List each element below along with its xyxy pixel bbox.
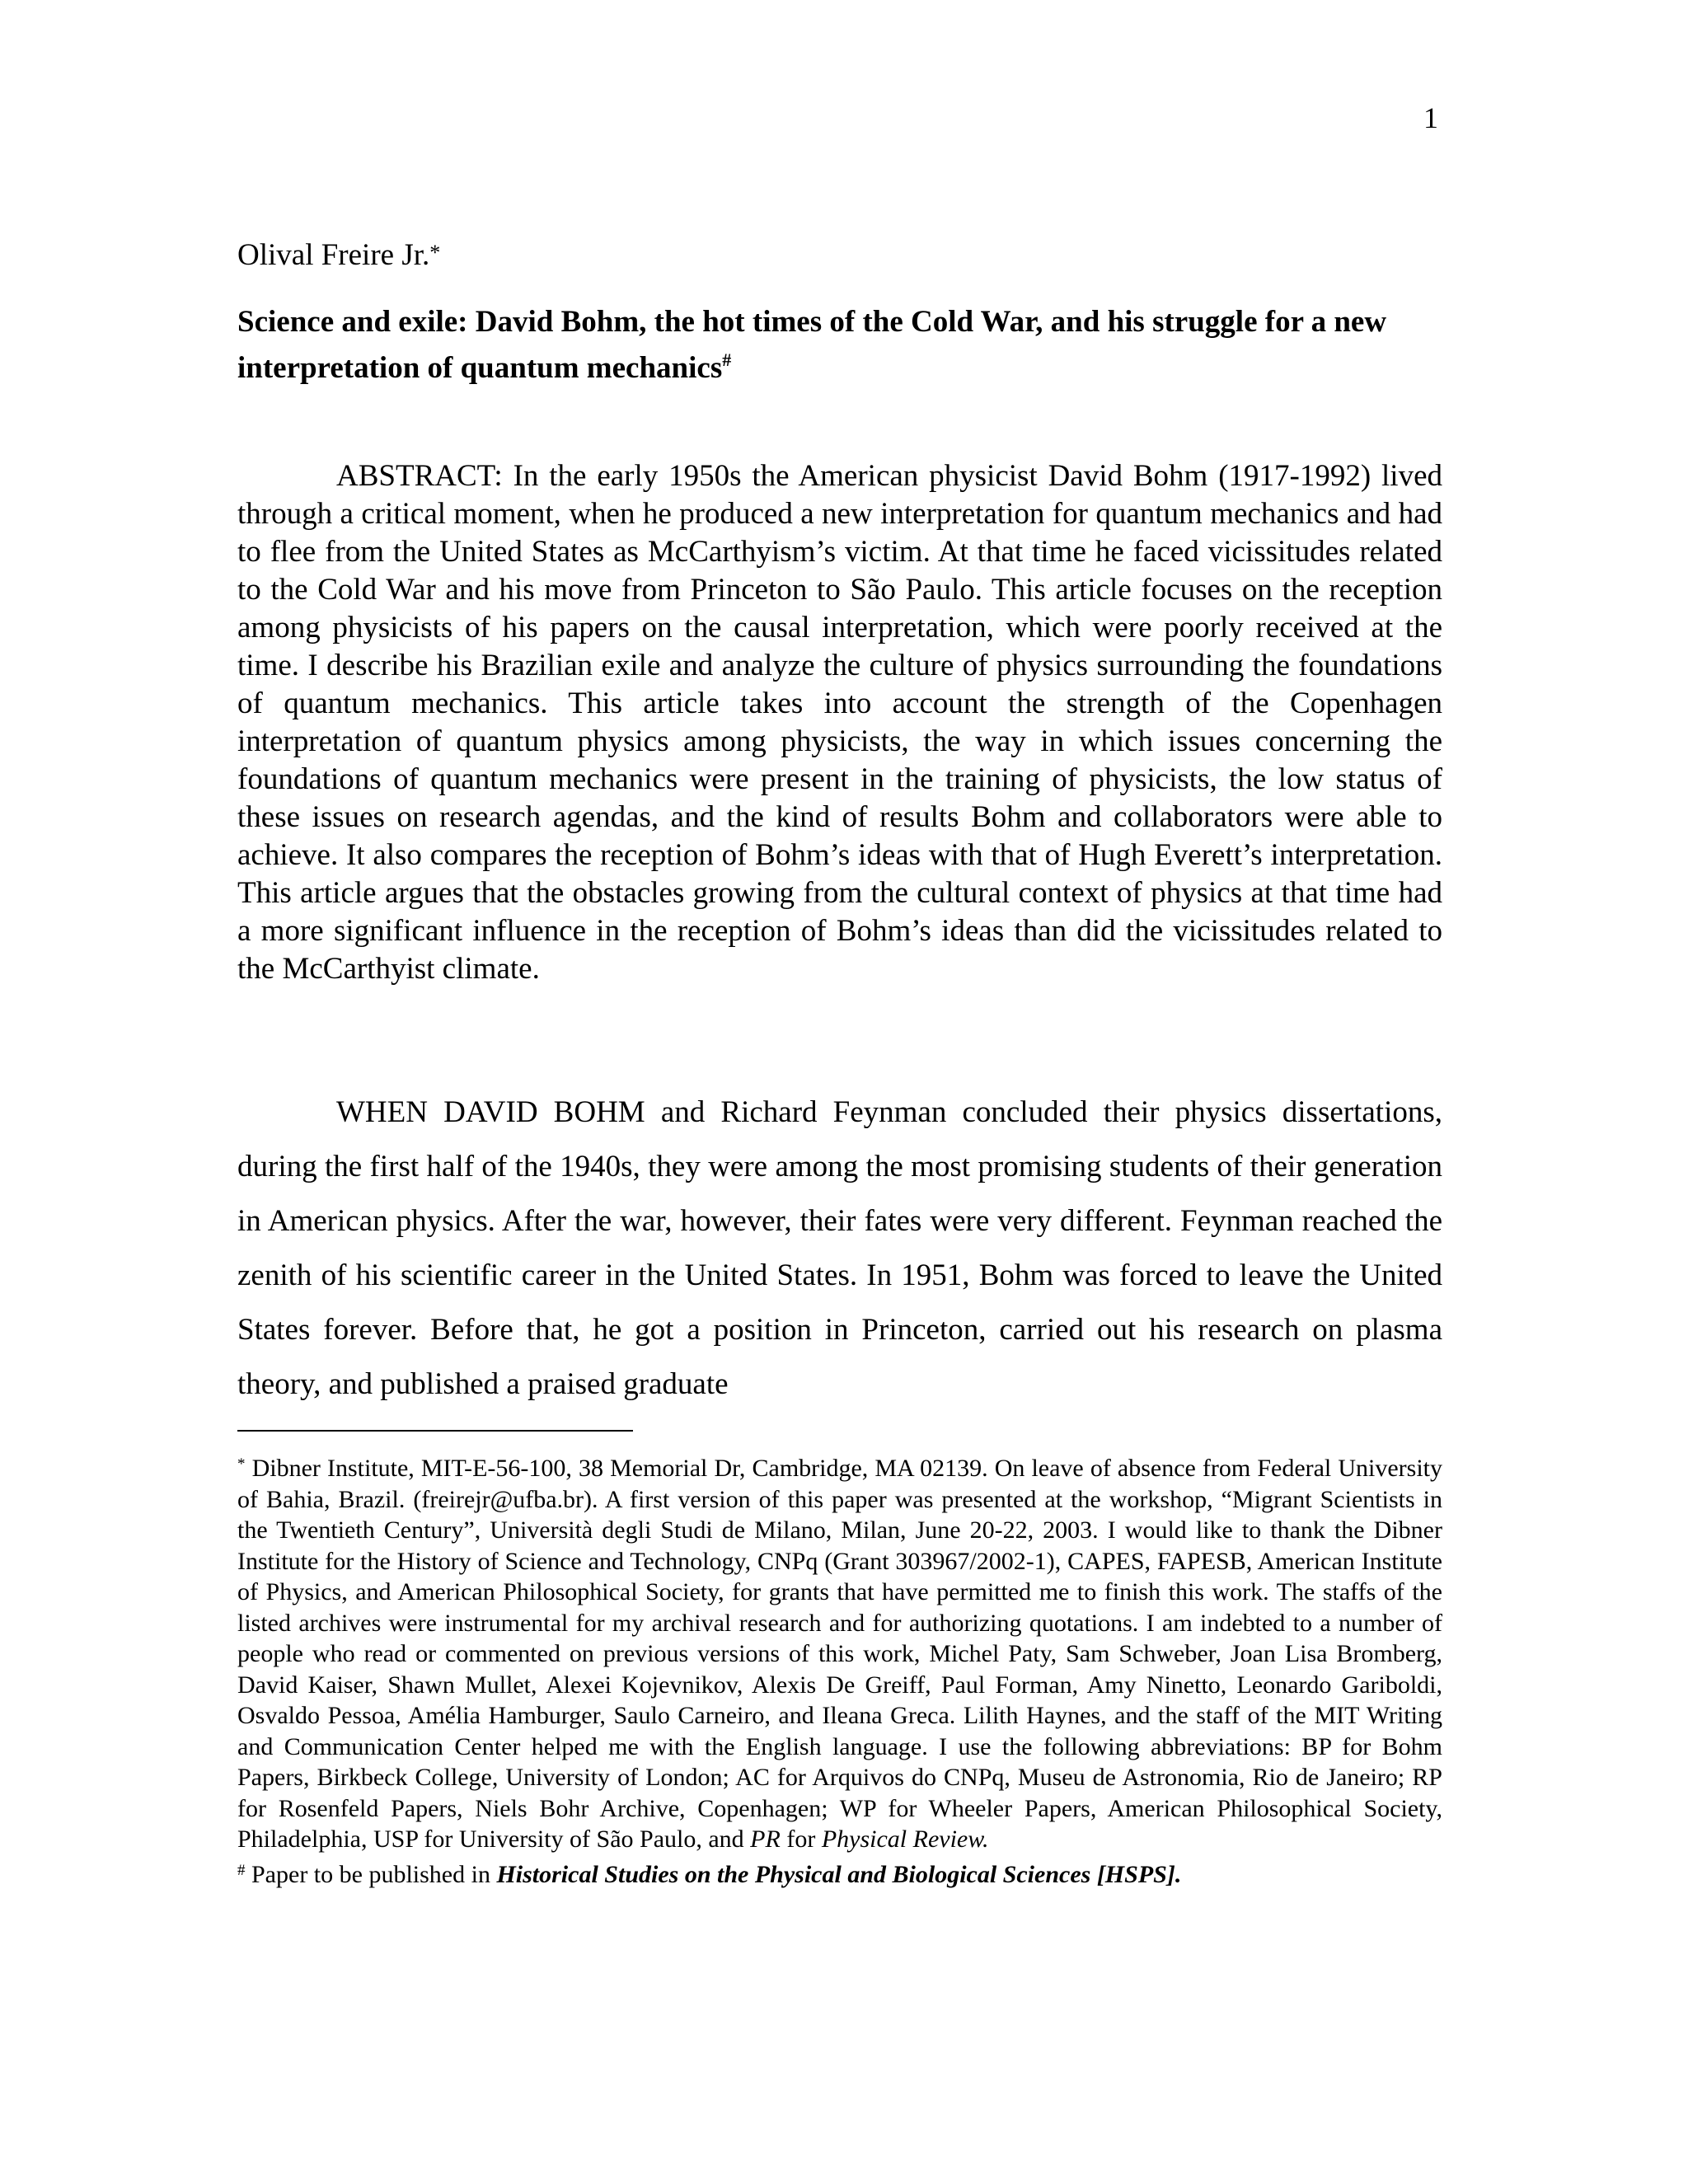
footnote-1-journal: Physical Review. — [821, 1825, 989, 1853]
footnote-2 — [237, 1855, 1442, 1891]
abstract-label: ABSTRACT: — [336, 459, 503, 493]
author-name: Olival Freire Jr. — [237, 238, 430, 272]
footnote-2-mark: # — [237, 1861, 246, 1879]
footnote-2-journal: Historical Studies on the Physical and Biological Sciences [HSPS]. — [496, 1860, 1182, 1888]
footnote-2-text: Paper to be published in — [251, 1860, 490, 1888]
abstract-paragraph — [237, 457, 1442, 988]
footnote-1-abbr: PR — [750, 1825, 781, 1853]
body-paragraph — [237, 1085, 1442, 1412]
paper-title-text: Science and exile: David Bohm, the hot times of the Cold War, and his struggle for a new interpretation of quantum mechanics — [237, 305, 1387, 385]
footnote-1 — [237, 1449, 1442, 1855]
title-footnote-mark: # — [722, 349, 732, 370]
page-number: 1 — [1423, 101, 1438, 134]
abstract-text: In the early 1950s the American physicist David Bohm (1917-1992) lived through a critical moment, when he produced a new interpretation for quantum mechanics and had to flee from the United States as McCarthyism’s victim. At that time he faced vicissitudes related to the Cold War and his move from Princeton to São Paulo. This article focuses on the reception among physicists of his papers on the causal interpretation, which were poorly received at the time. I describe his Brazilian exile and analyze the culture of physics surrounding the foundations of quantum mechanics. This article takes into account the strength of the Copenhagen interpretation of quantum physics among physicists, the way in which issues concerning the foundations of quantum mechanics were present in the training of physicists, the low status of these issues on research agendas, and the kind of results Bohm and collaborators were able to achieve. It also compares the reception of Bohm’s ideas with that of Hugh Everett’s interpretation. This article argues that the obstacles growing from the cultural context of physics at that time had a more significant influence in the reception of Bohm’s ideas than did the vicissitudes related to the McCarthyist climate. — [237, 459, 1442, 986]
body-lead-caps: WHEN DAVID BOHM — [336, 1095, 645, 1129]
footnote-1-mark: * — [237, 1455, 246, 1473]
body-text: and Richard Feynman concluded their physics dissertations, during the first half of the 1940s, they were among the most promising students of their generation in American physics. After the war, however, their fates were very different. Feynman reached the zenith of his scientific career in the United States. In 1951, Bohm was forced to leave the United States forever. Before that, he got a position in Princeton, carried out his research on plasma theory, and published a praised graduate — [237, 1095, 1442, 1401]
author-line — [237, 235, 440, 274]
footnote-separator — [237, 1430, 633, 1432]
author-footnote-mark: * — [429, 241, 441, 265]
paper-title — [237, 303, 1449, 387]
footnote-1-abbr-for: for — [786, 1825, 816, 1853]
footnotes — [237, 1449, 1442, 1890]
footnote-1-text: Dibner Institute, MIT-E-56-100, 38 Memorial Dr, Cambridge, MA 02139. On leave of absence from Federal University of Bahia, Brazil. (freirejr@ufba.br). A first version of this paper was presented at the workshop, “Migrant Scientists in the Twentieth Century”, Università degli Studi de Milano, Milan, June 20-22, 2003. I would like to thank the Dibner Institute for the History of Science and Technology, CNPq (Grant 303967/2002-1), CAPES, FAPESB, American Institute of Physics, and American Philosophical Society, for grants that have permitted me to finish this work. The staffs of the listed archives were instrumental for my archival research and for authorizing quotations. I am indebted to a number of people who read or commented on previous versions of this work, Michel Paty, Sam Schweber, Joan Lisa Bromberg, David Kaiser, Shawn Mullet, Alexei Kojevnikov, Alexis De Greiff, Paul Forman, Amy Ninetto, Leonardo Gariboldi, Osvaldo Pessoa, Amélia Hamburger, Saulo Carneiro, and Ileana Greca. Lilith Haynes, and the staff of the MIT Writing and Communication Center helped me with the English language. I use the following abbreviations: BP for Bohm Papers, Birkbeck College, University of London; AC for Arquivos do CNPq, Museu de Astronomia, Rio de Janeiro; RP for Rosenfeld Papers, Niels Bohr Archive, Copenhagen; WP for Wheeler Papers, American Philosophical Society, Philadelphia, USP for University of São Paulo, and — [237, 1455, 1443, 1853]
